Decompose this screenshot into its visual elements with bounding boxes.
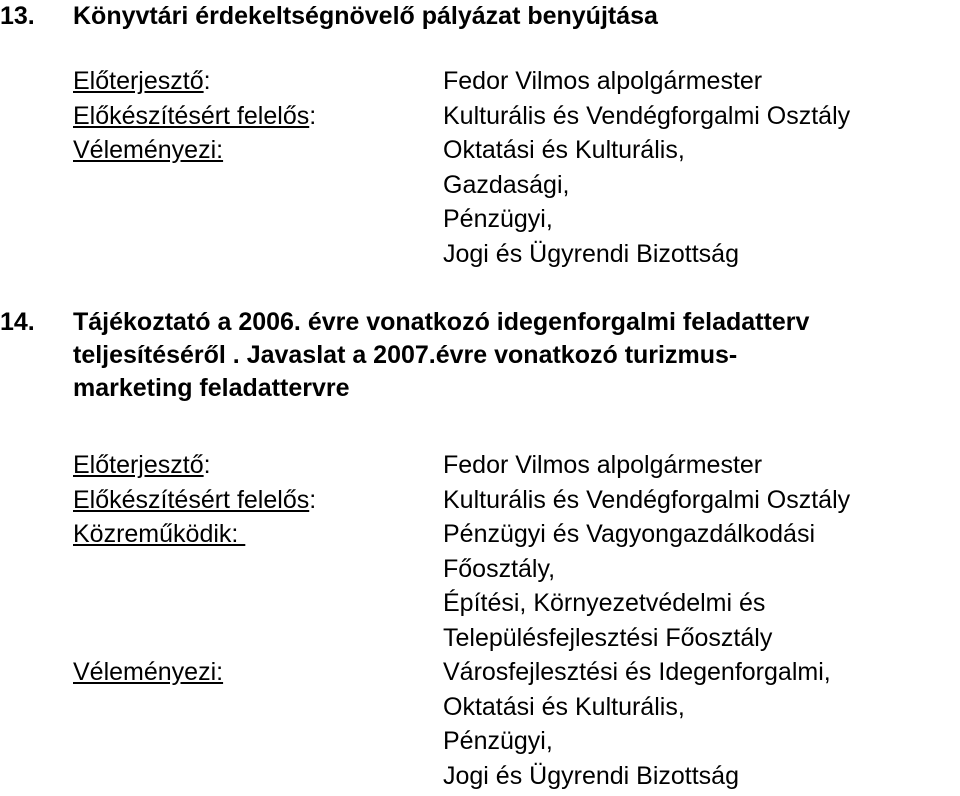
item-13-value-line: Oktatási és Kulturális, <box>443 136 685 164</box>
item-14-labels <box>73 448 316 690</box>
eloterjeszto-label-word: Előterjesztő <box>73 451 204 479</box>
elokeszites-label-word: Előkészítésért felelős <box>73 101 310 130</box>
item-14-title-line-1: Tájékoztató a 2006. évre vonatkozó idegenforgalmi feladatterv <box>73 308 810 336</box>
elokeszites-label-colon: : <box>309 485 317 514</box>
velemenyezi-label <box>73 655 316 690</box>
item-14-value-line: Oktatási és Kulturális, <box>443 692 685 721</box>
velemenyezi-label-text: Véleményezi: <box>73 658 224 686</box>
item-14-value-line: Kulturális és Vendégforgalmi Osztály <box>443 485 851 514</box>
eloterjeszto-label <box>73 448 316 483</box>
item-14-value-line: Pénzügyi és Vagyongazdálkodási <box>443 520 816 548</box>
item-13-title: Könyvtári érdekeltségnövelő pályázat benyújtása <box>73 2 658 30</box>
item-14-value-line: Jogi és Ügyrendi Bizottság <box>443 761 739 790</box>
item-13-value-line: Jogi és Ügyrendi Bizottság <box>443 239 739 268</box>
item-13-heading <box>0 0 658 33</box>
item-14-value-line: Településfejlesztési Főosztály <box>443 623 773 652</box>
item-14-values <box>443 448 850 793</box>
item-14-value-line: Pénzügyi, <box>443 727 553 755</box>
item-13-value-line: Fedor Vilmos alpolgármester <box>443 67 763 95</box>
eloterjeszto-label-word: Előterjesztő <box>73 67 204 95</box>
item-14-number: 14. <box>0 308 35 336</box>
kozremukodik-label <box>73 517 316 552</box>
item-13-value-line: Gazdasági, <box>443 170 570 199</box>
item-14-title-line-3: marketing feladattervre <box>73 374 350 402</box>
item-13-number: 13. <box>0 2 35 30</box>
kozremukodik-label-text: Közreműködik: <box>73 520 246 548</box>
item-13-value-line: Pénzügyi, <box>443 205 553 233</box>
item-14-value-line: Építési, Környezetvédelmi és <box>443 589 766 617</box>
eloterjeszto-label-colon: : <box>203 67 211 95</box>
item-13-values <box>443 64 850 271</box>
item-13-value-line: Kulturális és Vendégforgalmi Osztály <box>443 101 851 130</box>
item-14-value-line: Városfejlesztési és Idegenforgalmi, <box>443 658 831 686</box>
item-14-title-line-2: teljesítéséről . Javaslat a 2007.évre vonatkozó turizmus- <box>73 341 738 369</box>
velemenyezi-label-text: Véleményezi: <box>73 136 224 164</box>
item-13-labels <box>73 64 316 168</box>
item-14-value-line: Fedor Vilmos alpolgármester <box>443 451 763 479</box>
velemenyezi-label <box>73 133 316 168</box>
elokeszites-label-colon: : <box>309 101 317 130</box>
elokeszites-label <box>73 483 316 518</box>
item-14-value-line: Főosztály, <box>443 554 556 583</box>
item-14-heading <box>0 306 809 405</box>
eloterjeszto-label <box>73 64 316 99</box>
eloterjeszto-label-colon: : <box>203 451 211 479</box>
elokeszites-label <box>73 99 316 134</box>
elokeszites-label-word: Előkészítésért felelős <box>73 485 310 514</box>
